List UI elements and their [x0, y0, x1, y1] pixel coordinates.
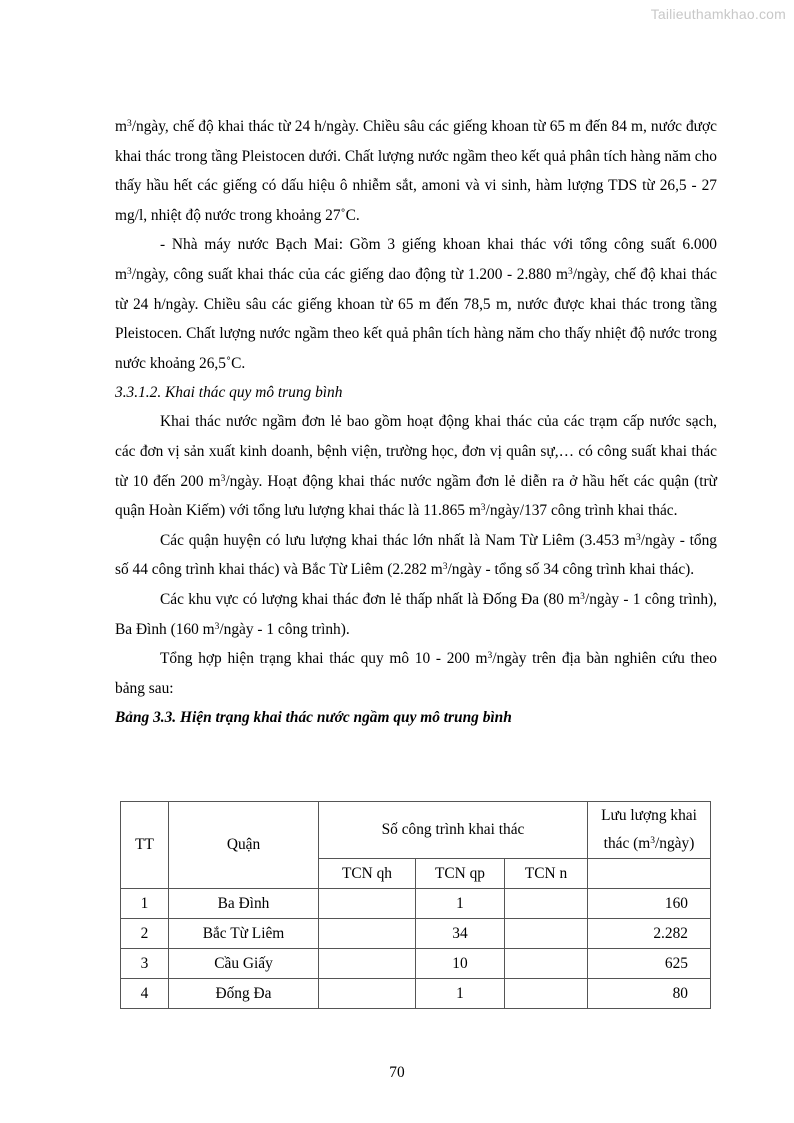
- cell-qh: [319, 919, 416, 949]
- cell-qp: 10: [416, 949, 505, 979]
- cell-luu-luong: 625: [588, 949, 711, 979]
- header-tt: TT: [121, 802, 169, 889]
- table-row: [121, 889, 711, 919]
- cell-quan: Bắc Từ Liêm: [169, 919, 319, 949]
- header-luu-luong-line2: thác (m: [603, 835, 651, 852]
- table-row: [121, 979, 711, 1009]
- cell-luu-luong: 2.282: [588, 919, 711, 949]
- table-row: [121, 919, 711, 949]
- text-span: /ngày - tổng số 34 công trình khai thác).: [447, 561, 695, 579]
- page-number: 70: [389, 1064, 405, 1081]
- text-span: /ngày - 1 công trình).: [219, 620, 350, 638]
- superscript: 3: [567, 266, 573, 277]
- header-tcn-qp: TCN qp: [416, 859, 505, 889]
- paragraph-4: [115, 526, 717, 585]
- header-so-cong-trinh: Số công trình khai thác: [319, 802, 588, 859]
- text-span: Khai thác nước ngầm đơn lẻ bao gồm hoạt động khai thác của các trạm cấp nước sạch, các đơn vị sản xuất kinh doanh, bệnh viện, trường học, đơn vị quân sự,… có công suất khai thác từ 10 đến 200 m: [115, 413, 717, 490]
- text-span: /ngày. Hoạt động khai thác nước ngầm đơn lẻ diễn ra ở hầu hết các quận (trừ quận Hoàn Kiếm) với tổng lưu lượng khai thác là 11.865 m: [115, 472, 717, 520]
- text-span: /ngày - 1 công trình), Ba Đình (160 m: [115, 590, 717, 638]
- header-tcn-qh: TCN qh: [319, 859, 416, 889]
- text-span: /ngày - tổng số 44 công trình khai thác) và Bắc Từ Liêm (2.282 m: [115, 531, 717, 579]
- cell-n: [505, 949, 588, 979]
- table-caption: Bảng 3.3. Hiện trạng khai thác nước ngầm quy mô trung bình: [115, 709, 512, 727]
- cell-tt: 3: [121, 949, 169, 979]
- superscript: 3: [214, 621, 220, 632]
- text-span: /ngày/137 công trình khai thác.: [485, 502, 678, 520]
- cell-n: [505, 889, 588, 919]
- paragraph-5: [115, 585, 717, 644]
- header-luu-luong-line2b: /ngày): [655, 835, 695, 852]
- header-luu-luong: [588, 802, 711, 859]
- table-row: [121, 949, 711, 979]
- text-span: /ngày, chế độ khai thác từ 24 h/ngày. Chiều sâu các giếng khoan từ 65 m đến 84 m, nước được khai thác trong tầng Pleistocen dưới. Chất lượng nước ngầm theo kết quả phân tích hàng năm cho thấy hầu hết các giếng có dấu hiệu ô nhiễm sắt, amoni và vi sinh, hàm lượng TDS từ 26,5 - 27 mg/l, nhiệt độ nước trong khoảng 27˚C.: [115, 118, 717, 224]
- cell-luu-luong: 80: [588, 979, 711, 1009]
- superscript: 3: [126, 119, 132, 129]
- section-heading: 3.3.1.2. Khai thác quy mô trung bình: [115, 384, 343, 402]
- cell-qp: 1: [416, 979, 505, 1009]
- header-luu-luong-line1: Lưu lượng khai: [601, 807, 697, 824]
- superscript: 3: [487, 651, 493, 662]
- header-tcn-n: TCN n: [505, 859, 588, 889]
- cell-quan: Cầu Giấy: [169, 949, 319, 979]
- header-empty-cell: [588, 859, 711, 889]
- cell-quan: Ba Đình: [169, 889, 319, 919]
- superscript: 3: [635, 532, 641, 543]
- text-span: Các quận huyện có lưu lượng khai thác lớn nhất là Nam Từ Liêm (3.453 m: [160, 531, 636, 549]
- cell-n: [505, 919, 588, 949]
- text-span: - Nhà máy nước Bạch Mai: Gồm 3 giếng khoan khai thác với tổng công suất 6.000 m: [115, 236, 717, 283]
- paragraph-6: [115, 644, 717, 703]
- header-quan: Quận: [169, 802, 319, 889]
- paragraph-3: [115, 407, 717, 525]
- cell-qh: [319, 889, 416, 919]
- cell-qp: 34: [416, 919, 505, 949]
- cell-tt: 2: [121, 919, 169, 949]
- superscript: 3: [126, 266, 132, 277]
- cell-luu-luong: 160: [588, 889, 711, 919]
- cell-tt: 1: [121, 889, 169, 919]
- cell-qp: 1: [416, 889, 505, 919]
- superscript: 3: [480, 503, 486, 514]
- text-span: /ngày, chế độ khai thác từ 24 h/ngày. Chiều sâu các giếng khoan từ 65 m đến 78,5 m, nước được khai thác trong tầng Pleistocen. Chất lượng nước ngầm theo kết quả phân tích hàng năm cho thấy nhiệt độ nước trong nước khoảng 26,5˚C.: [115, 265, 717, 372]
- cell-quan: Đống Đa: [169, 979, 319, 1009]
- superscript: 3: [580, 591, 585, 602]
- paragraph-2: [115, 230, 717, 378]
- superscript: 3: [650, 836, 655, 846]
- unit-text: m: [115, 118, 127, 135]
- text-span: /ngày trên địa bàn nghiên cứu theo bảng sau:: [115, 650, 717, 697]
- text-span: /ngày, công suất khai thác của các giếng dao động từ 1.200 - 2.880 m: [131, 265, 568, 283]
- superscript: 3: [442, 562, 448, 573]
- cell-qh: [319, 949, 416, 979]
- table-header-row: [121, 802, 711, 859]
- text-span: Tổng hợp hiện trạng khai thác quy mô 10 - 200 m: [160, 650, 488, 668]
- superscript: 3: [220, 473, 226, 484]
- watermark-text: Tailieuthamkhao.com: [650, 6, 786, 22]
- data-table: [120, 801, 711, 1009]
- paragraph-1: [115, 112, 717, 230]
- text-span: Các khu vực có lượng khai thác đơn lẻ thấp nhất là Đống Đa (80 m: [160, 590, 581, 608]
- cell-qh: [319, 979, 416, 1009]
- cell-n: [505, 979, 588, 1009]
- body-text: [115, 112, 717, 733]
- cell-tt: 4: [121, 979, 169, 1009]
